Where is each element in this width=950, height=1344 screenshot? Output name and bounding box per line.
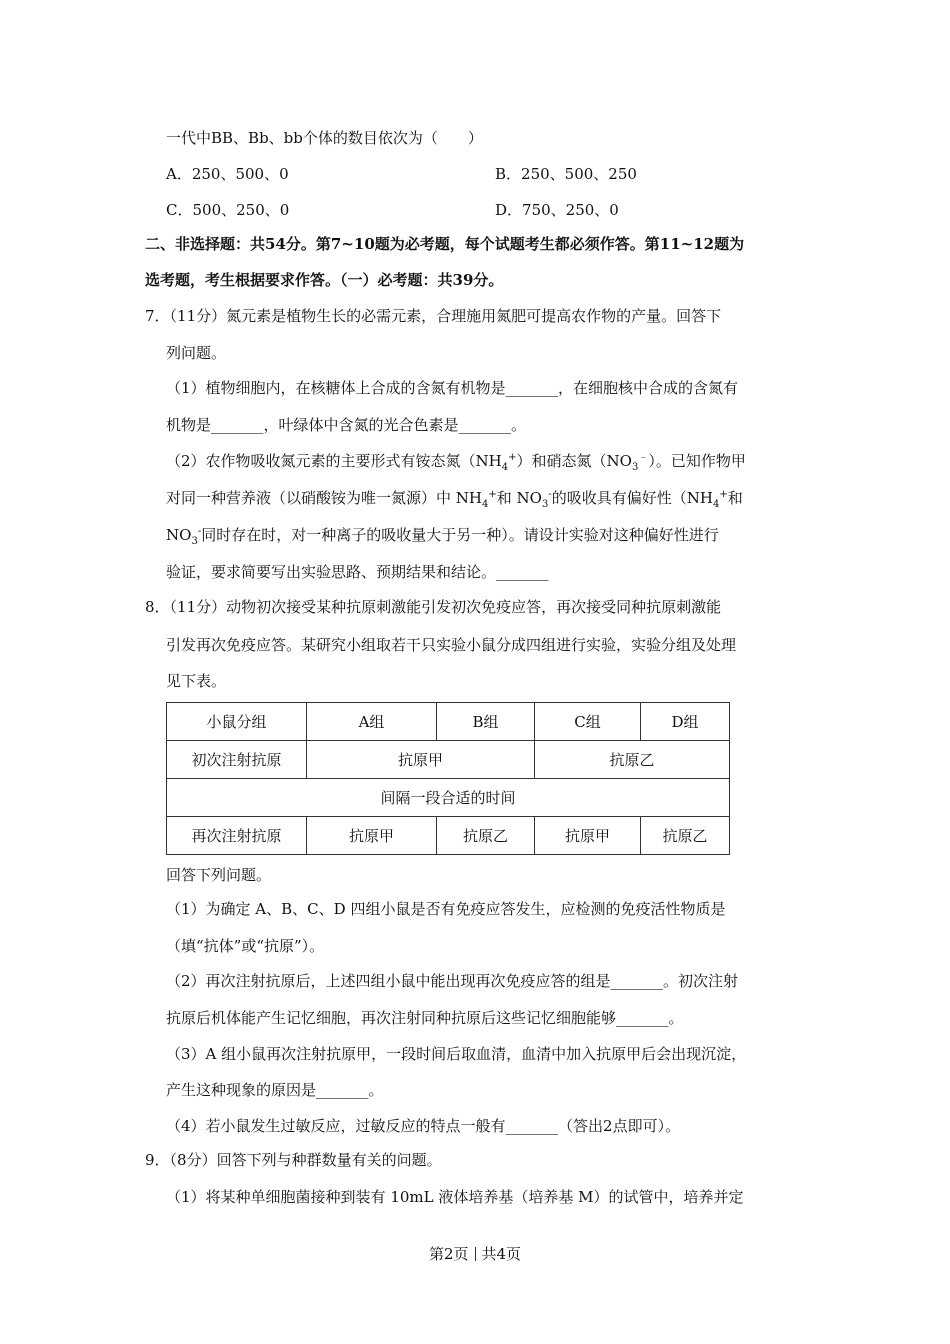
q7-part2-line3 <box>166 525 719 545</box>
q8-stem-line1: 8．（11分）动物初次接受某种抗原刺激能引发初次免疫应答，再次接受同种抗原刺激能 <box>145 598 722 616</box>
table-cell: 初次注射抗原 <box>167 741 307 779</box>
table-header-group: 小鼠分组 <box>167 703 307 741</box>
section2-heading-line2: 选考题，考生根据要求作答。（一）必考题：共39分。 <box>145 271 504 289</box>
q8-part4: （4）若小鼠发生过敏反应，过敏反应的特点一般有_______（答出2点即可）。 <box>166 1117 681 1135</box>
table-cell: 抗原甲 <box>535 817 641 855</box>
q8-part1-line1: （1）为确定 A、B、C、D 四组小鼠是否有免疫应答发生，应检测的免疫活性物质是 <box>166 900 726 918</box>
q8-part1-line2: （填“抗体”或“抗原”）。 <box>166 937 325 955</box>
subscript: 3 <box>631 462 639 473</box>
table-header-c: C组 <box>535 703 641 741</box>
superscript: - <box>197 526 202 537</box>
q8-part3-line2: 产生这种现象的原因是_______。 <box>166 1081 384 1099</box>
table-header-d: D组 <box>641 703 730 741</box>
subscript: 4 <box>712 499 720 510</box>
q6-option-a: A．250、500、0 <box>166 165 289 183</box>
superscript: - <box>548 489 552 500</box>
subscript: 4 <box>481 499 489 510</box>
q6-option-b: B．250、500、250 <box>495 165 637 183</box>
text-run: 的吸收具有偏好性（NH <box>551 489 713 507</box>
table-header-b: B组 <box>437 703 535 741</box>
text-run: 和 NO <box>496 489 542 507</box>
q7-part1-line1: （1）植物细胞内，在核糖体上合成的含氮有机物是_______，在细胞核中合成的含氮有 <box>166 379 739 397</box>
page-footer <box>0 1244 950 1264</box>
text-run: ）和硝态氮（NO <box>516 452 632 470</box>
text-run: 对同一种营养液（以硝酸铵为唯一氮源）中 NH <box>166 489 482 507</box>
q6-option-d: D．750、250、0 <box>495 201 619 219</box>
section2-heading-line1: 二、非选择题：共54分。第7~10题为必考题，每个试题考生都必须作答。第11~12题为 <box>145 235 745 253</box>
table-row <box>167 703 730 741</box>
text-run: ）。已知作物甲 <box>648 452 746 470</box>
text-run: 同时存在时，对一种离子的吸收量大于另一种）。请设计实验对这种偏好性进行 <box>201 526 719 544</box>
text-run: NO <box>166 526 192 544</box>
q7-stem-line1: 7．（11分）氮元素是植物生长的必需元素，合理施用氮肥可提高农作物的产量。回答下 <box>145 307 722 325</box>
experiment-table <box>166 702 730 855</box>
q9-stem: 9．（8分）回答下列与种群数量有关的问题。 <box>145 1151 442 1169</box>
q8-part2-line2: 抗原后机体能产生记忆细胞，再次注射同种抗原后这些记忆细胞能够_______。 <box>166 1009 684 1027</box>
subscript: 4 <box>501 462 509 473</box>
q8-part2-line1: （2）再次注射抗原后，上述四组小鼠中能出现再次免疫应答的组是_______。初次注射 <box>166 972 739 990</box>
subscript: 3 <box>541 499 549 510</box>
text-run: （2）农作物吸收氮元素的主要形式有铵态氮（NH <box>166 452 502 470</box>
q6-option-c: C．500、250、0 <box>166 201 290 219</box>
table-cell: 抗原乙 <box>535 741 730 779</box>
q8-after-table: 回答下列问题。 <box>166 866 272 884</box>
table-cell: 抗原乙 <box>437 817 535 855</box>
text-run: 和 <box>727 489 743 507</box>
table-cell: 抗原甲 <box>307 817 437 855</box>
q6-stem-tail: 一代中BB、Bb、bb个体的数目依次为（ ） <box>166 129 483 147</box>
q7-part2-line2 <box>166 488 743 508</box>
q9-part1-line1: （1）将某种单细胞菌接种到装有 10mL 液体培养基（培养基 M）的试管中，培养并定 <box>166 1188 744 1206</box>
superscript: + <box>719 489 728 500</box>
superscript: + <box>508 452 517 463</box>
table-cell: 抗原乙 <box>641 817 730 855</box>
page-number: 第2页 <box>428 1245 469 1263</box>
table-row <box>167 817 730 855</box>
table-cell: 再次注射抗原 <box>167 817 307 855</box>
footer-divider <box>475 1247 476 1261</box>
q8-stem-line2: 引发再次免疫应答。某研究小组取若干只实验小鼠分成四组进行实验，实验分组及处理 <box>166 636 737 654</box>
table-cell: 抗原甲 <box>307 741 535 779</box>
page-total: 共4页 <box>481 1245 522 1263</box>
subscript: 3 <box>191 536 198 547</box>
q7-part1-line2: 机物是_______，叶绿体中含氮的光合色素是_______。 <box>166 416 527 434</box>
table-cell: 间隔一段合适的时间 <box>167 779 730 817</box>
superscript: ﹣ <box>638 452 649 463</box>
superscript: + <box>488 489 497 500</box>
table-row <box>167 741 730 779</box>
table-row <box>167 779 730 817</box>
table-header-a: A组 <box>307 703 437 741</box>
q8-stem-line3: 见下表。 <box>166 672 227 690</box>
q7-part2-line1 <box>166 451 746 471</box>
q7-stem-line2: 列问题。 <box>166 344 227 362</box>
q8-part3-line1: （3）A 组小鼠再次注射抗原甲，一段时间后取血清，血清中加入抗原甲后会出现沉淀， <box>166 1045 747 1063</box>
q7-part2-line4: 验证，要求简要写出实验思路、预期结果和结论。_______ <box>166 563 549 581</box>
